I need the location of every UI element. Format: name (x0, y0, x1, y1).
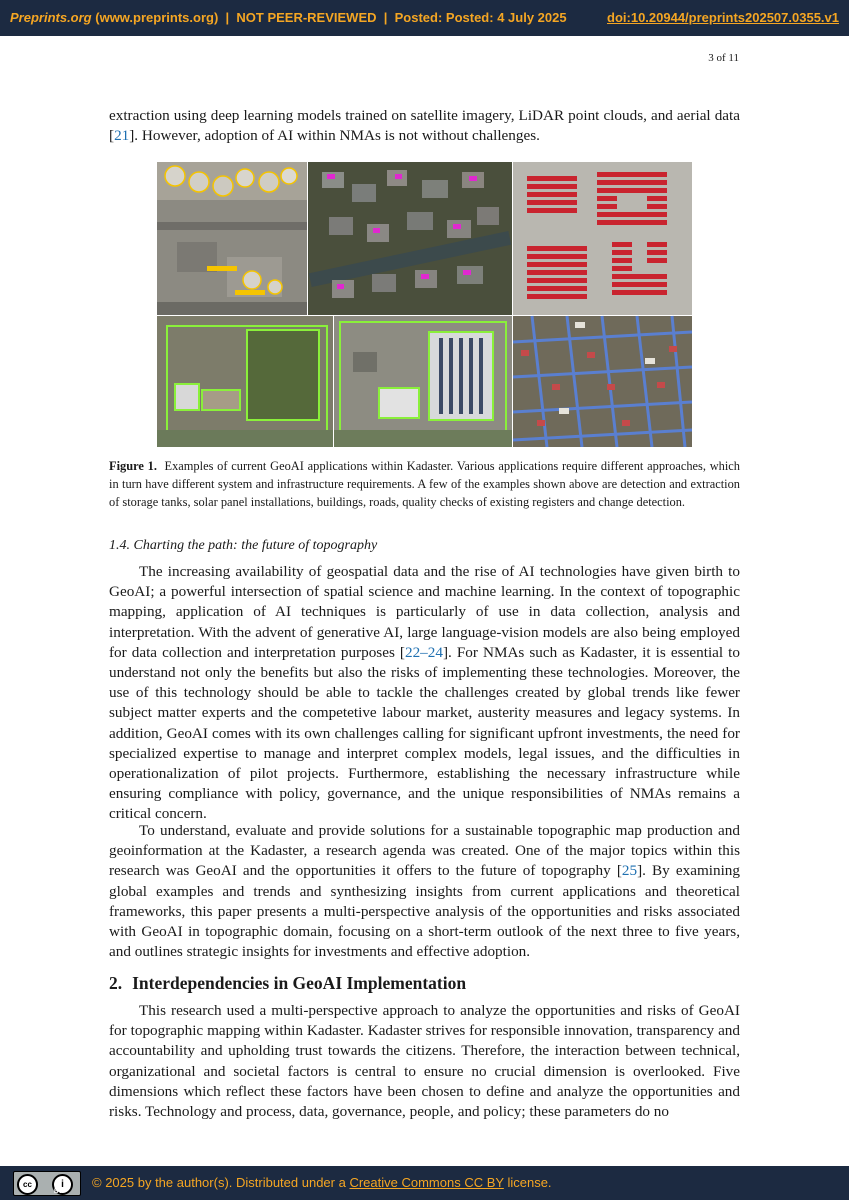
license-prefix: © 2025 by the author(s). Distributed under a (92, 1175, 346, 1190)
figure-caption-text: Examples of current GeoAI applications within Kadaster. Various applications require different approaches, which in turn have different system and infrastructure requirements. A few of the examples shown above are detection and extraction of storage tanks, solar panel installations, buildings, roads, quality checks of existing registers and change detection. (109, 459, 741, 509)
figure-1-image (157, 162, 692, 447)
paragraph-text: ]. By examining global examples and trends and synthesizing insights from current applications and theoretical frameworks, this paper presents a multi-perspective analysis of the opportunities and risks associated with GeoAI in topographic domain, focusing on a short-term outlook of the next three to five years, and outlines strategic insights for investments and effective adoption. (109, 862, 740, 961)
license-suffix: license. (507, 1175, 552, 1190)
figure-label: Figure 1. (109, 459, 157, 473)
page-number: 3 of 11 (708, 52, 739, 64)
section-heading (109, 973, 466, 994)
doi-link[interactable]: doi:10.20944/preprints202507.0355.v1 (607, 10, 839, 25)
panel-parcel-check-1 (157, 316, 333, 447)
intro-text: extraction using deep learning models trained on satellite imagery, LiDAR point clouds, and aerial data [ (109, 107, 740, 145)
attribution-icon: i (52, 1174, 73, 1195)
posted-date: Posted: Posted: 4 July 2025 (394, 10, 567, 25)
by-label: BY (54, 1189, 63, 1195)
citation-link[interactable]: 24 (427, 643, 443, 661)
section-number: 2. (109, 973, 123, 993)
banner-separator: | (225, 10, 230, 25)
banner-left (10, 10, 567, 25)
citation-link[interactable]: 21 (114, 127, 130, 145)
paragraph-2 (109, 821, 740, 962)
panel-solar-farm (513, 162, 692, 315)
panel-parcel-check-2 (334, 316, 512, 447)
subsection-heading: 1.4. Charting the path: the future of topography (109, 538, 378, 553)
paragraph-3 (109, 1001, 740, 1122)
preprints-site-link[interactable]: (www.preprints.org) (95, 10, 219, 25)
paragraph-1 (109, 562, 740, 825)
banner-separator: | (383, 10, 388, 25)
paragraph-text: To understand, evaluate and provide solutions for a sustainable topographic map production and geoinformation at the Kadaster, a research agenda was created. One of the major topics within this research was GeoAI and the opportunities it offers to the future of topography [ (109, 822, 740, 880)
citation-link[interactable]: 25 (621, 862, 638, 880)
intro-text: ]. However, adoption of AI within NMAs is not without challenges. (129, 127, 540, 145)
paragraph-text: ]. For NMAs such as Kadaster, it is essential to understand not only the benefits but also the risks of implementing these technologies. Moreover, the use of this technology should be able to tackle the challenges created by global trends like fewer subject matter experts and the competetive labour market, austerity measures and legacy systems. In addition, GeoAI comes with its own challenges calling for significant upfront investments, the need for specialized expertise to manage and interpret complex models, legal issues, and the difficulties in operationalization of pilot projects. Furthermore, establishing the necessary infrastructure while ensuring compliance with policy, governance, and the unique responsibilities of NMAs remains a critical concern. (109, 643, 740, 823)
section-title: Interdependencies in GeoAI Implementation (132, 973, 467, 993)
panel-storage-tanks (157, 162, 307, 315)
cc-by-badge[interactable] (13, 1171, 81, 1196)
preprints-brand-link[interactable]: Preprints.org (10, 10, 92, 25)
intro-paragraph (109, 106, 740, 146)
panel-solar-panels (308, 162, 512, 315)
paragraph-text: This research used a multi-perspective approach to analyze the opportunities and risks of GeoAI for topographic mapping within Kadaster. Kadaster strives for responsible innovation, transparency and accountability and upholding trust towards the citizens. Therefore, the interaction between technical, organizational and societal factors is central to ensure no crucial dimension is overlooked. Five dimensions which reflect these factors have been chosen to define and analyze the opportunities and risks. Technology and process, data, governance, people, and policy; these parameters do no (109, 1002, 740, 1121)
license-link[interactable]: Creative Commons CC BY (349, 1175, 504, 1190)
license-footer (0, 1166, 849, 1200)
peer-review-status: NOT PEER-REVIEWED (236, 10, 377, 25)
citation-link[interactable]: 22 (404, 643, 421, 661)
figure-caption (109, 457, 740, 511)
top-banner (0, 0, 849, 36)
license-text (92, 1175, 552, 1190)
panel-road-network (513, 316, 692, 447)
paragraph-text: The increasing availability of geospatial data and the rise of AI technologies have given birth to GeoAI; a powerful intersection of spatial science and machine learning. In the context of topographic mapping, application of AI techniques is particularly of use in data collection, analysis and interpretation. With the advent of generative AI, large language-vision models are also being employed for data collection and interpretation purposes [ (109, 563, 740, 661)
citation-range-dash: – (420, 643, 428, 661)
cc-icon: cc (17, 1174, 38, 1195)
